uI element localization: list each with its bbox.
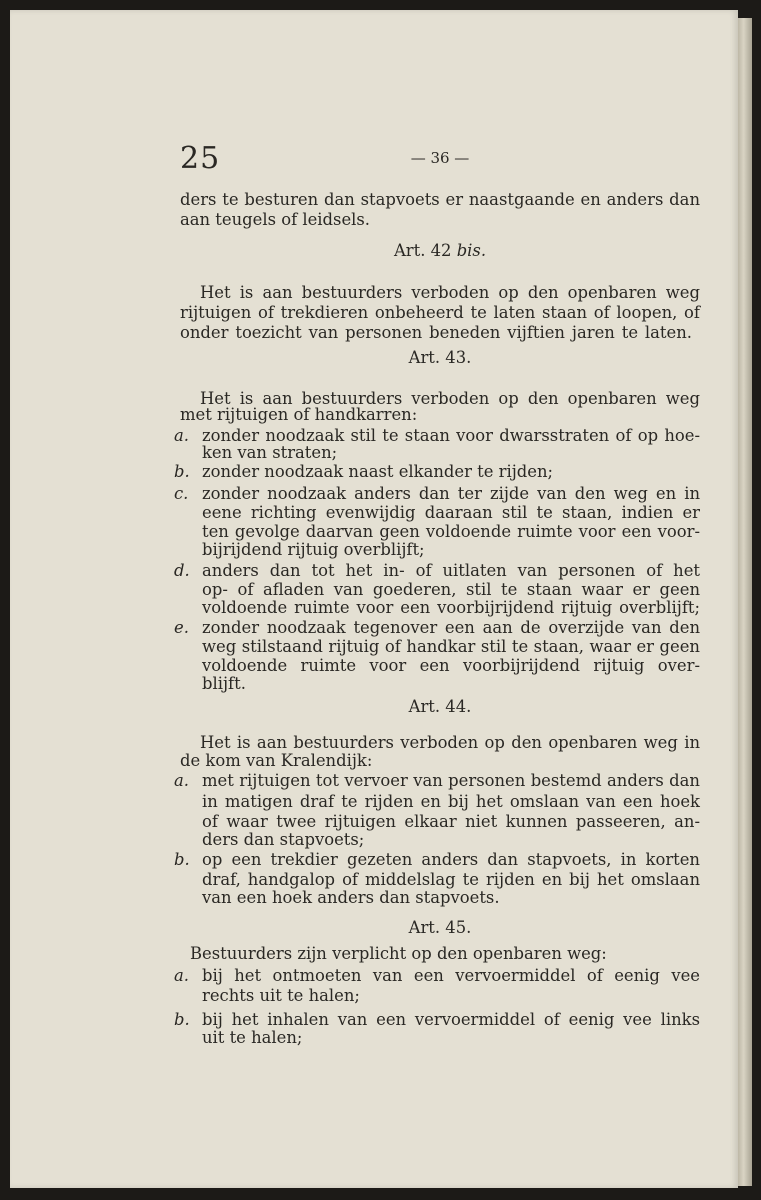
text-line: rechts uit te halen; xyxy=(202,986,360,1005)
text-line: draf, handgalop of middelslag te rijden en bij het omslaan xyxy=(202,870,700,889)
text-line: zonder noodzaak anders dan ter zijde van den weg en in xyxy=(202,484,700,503)
article-heading: Art. 45. xyxy=(408,918,472,937)
list-marker: e. xyxy=(174,618,189,637)
article-heading: Art. 43. xyxy=(408,348,472,367)
text-line: onder toezicht van personen beneden vijftien jaren te laten. xyxy=(180,323,692,342)
sheet-number: 25 xyxy=(180,141,221,176)
article-heading: Art. 44. xyxy=(408,697,472,716)
text-line: bijrijdend rijtuig overblijft; xyxy=(202,540,425,559)
text-line: met rijtuigen of handkarren: xyxy=(180,405,418,424)
text-line: blijft. xyxy=(202,674,246,693)
list-marker: b. xyxy=(174,1010,190,1029)
list-marker: d. xyxy=(174,561,190,580)
text-line: Het is aan bestuurders verboden op den openbaren weg in xyxy=(200,733,700,752)
text-line: bij het ontmoeten van een vervoermiddel of eenig vee xyxy=(202,966,700,985)
page-number: — 36 — xyxy=(410,149,470,167)
text-line: uit te halen; xyxy=(202,1028,303,1047)
text-line: bij het inhalen van een vervoermiddel of eenig vee links xyxy=(202,1010,700,1029)
text-line: aan teugels of leidsels. xyxy=(180,210,371,229)
text-line: ken van straten; xyxy=(202,443,338,462)
text-line: ders dan stapvoets; xyxy=(202,830,365,849)
article-heading: Art. 42 bis. xyxy=(393,241,487,260)
text-line: van een hoek anders dan stapvoets. xyxy=(202,888,500,907)
text-line: rijtuigen of trekdieren onbeheerd te laten staan of loopen, of xyxy=(180,303,700,322)
text-line: voldoende ruimte voor een voorbijrijdend rijtuig overblijft; xyxy=(202,598,700,617)
text-line: zonder noodzaak tegenover een aan de overzijde van den xyxy=(202,618,700,637)
text-line: anders dan tot het in- of uitlaten van personen of het xyxy=(202,561,700,580)
list-marker: b. xyxy=(174,462,190,481)
text-line: in matigen draf te rijden en bij het omslaan van een hoek xyxy=(202,792,700,811)
text-line: Het is aan bestuurders verboden op den openbaren weg xyxy=(200,283,700,302)
list-marker: c. xyxy=(174,484,189,503)
list-marker: a. xyxy=(174,426,189,445)
text-line: ten gevolge daarvan geen voldoende ruimte voor een voor- xyxy=(202,522,700,541)
text-line: met rijtuigen tot vervoer van personen bestemd anders dan xyxy=(202,771,700,790)
text-line: eene richting evenwijdig daaraan stil te staan, indien er xyxy=(202,503,700,522)
list-marker: a. xyxy=(174,771,189,790)
text-line: op- of afladen van goederen, stil te staan waar er geen xyxy=(202,580,700,599)
text-line: voldoende ruimte voor een voorbijrijdend rijtuig over- xyxy=(202,656,700,675)
text-line: zonder noodzaak stil te staan voor dwarsstraten of op hoe- xyxy=(202,426,700,445)
text-line: Bestuurders zijn verplicht op den openbaren weg: xyxy=(190,944,607,963)
text-line: weg stilstaand rijtuig of handkar stil te staan, waar er geen xyxy=(202,637,700,656)
list-marker: b. xyxy=(174,850,190,869)
list-marker: a. xyxy=(174,966,189,985)
text-line: of waar twee rijtuigen elkaar niet kunnen passeeren, an- xyxy=(202,812,700,831)
text-line: Het is aan bestuurders verboden op den openbaren weg xyxy=(200,389,700,408)
text-line: ders te besturen dan stapvoets er naastgaande en anders dan xyxy=(180,190,700,209)
text-line: zonder noodzaak naast elkander te rijden; xyxy=(202,462,554,481)
text-line: op een trekdier gezeten anders dan stapvoets, in korten xyxy=(202,850,700,869)
text-line: de kom van Kralendijk: xyxy=(180,751,373,770)
